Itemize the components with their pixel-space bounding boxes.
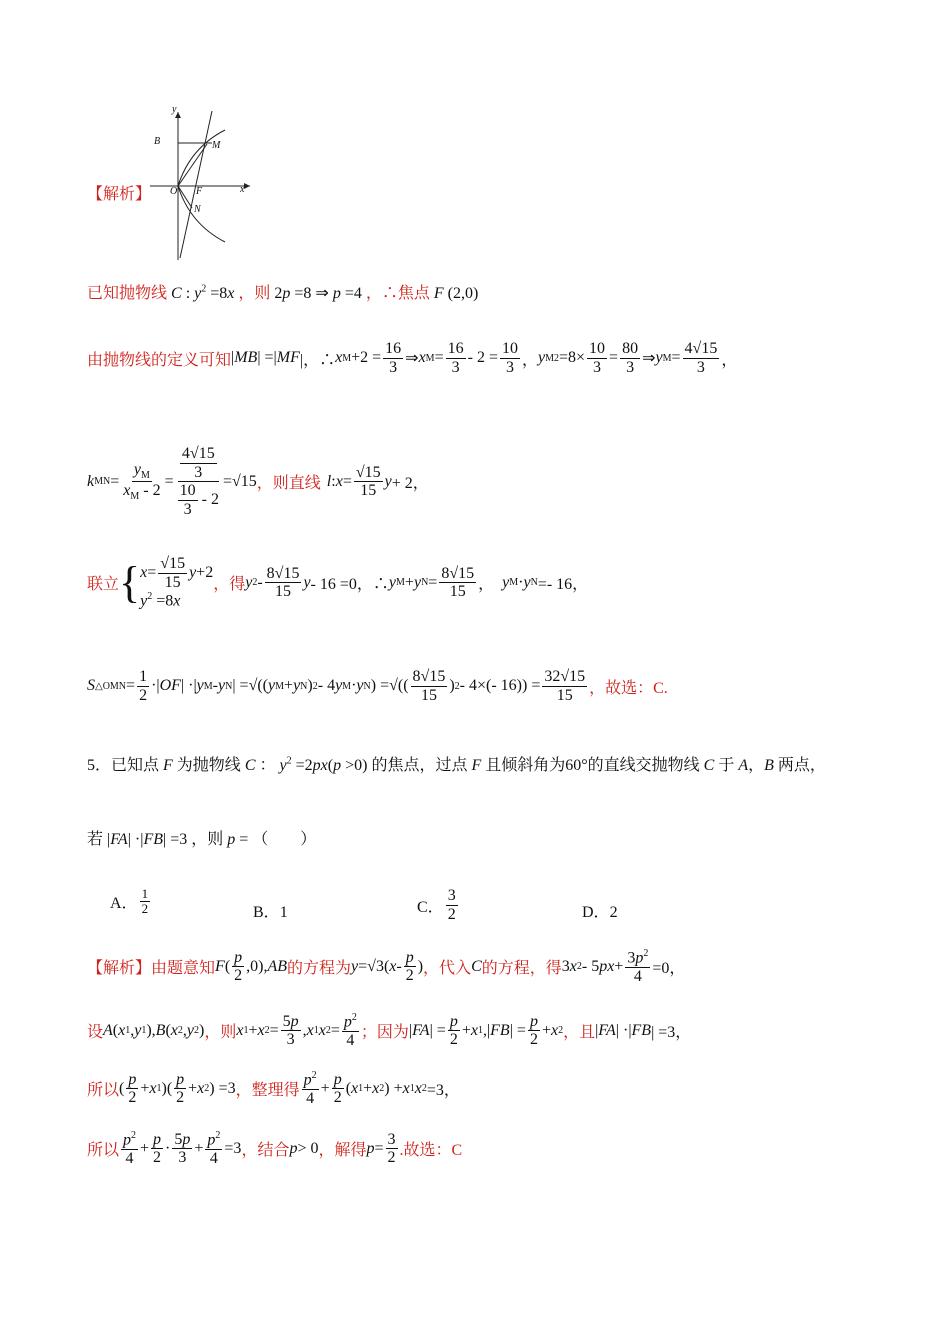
solution-tag: 【解析】 (87, 960, 152, 978)
text: 的方程为 (287, 960, 352, 978)
text: ，∴焦点 (365, 285, 430, 302)
text: 联立 (87, 576, 120, 594)
text: ，且 (563, 1024, 596, 1042)
text: ；因为 (360, 1024, 409, 1042)
point-m-label: M (212, 140, 221, 151)
text: 设 (87, 1024, 104, 1042)
text: ，得 (213, 576, 246, 594)
option-a-numerator: 1 (141, 886, 149, 901)
text: ，则 (238, 285, 271, 302)
option-d-label: D． (582, 904, 610, 921)
point-n-label: N (194, 204, 201, 215)
text: 的方程，得 (481, 960, 562, 978)
text: 已知抛物线 (87, 285, 168, 302)
sol4-line5: S △OMN = $\frac{1}{2}$ ·| OF | ·| y M - y N | =√(( y M + y N ) 2 - 4 y M · y N ) =√(( 8√15 15 ) 2 - 4×(- 16)) = $\frac{32√15}{15}$ ，故选：C. (87, 668, 668, 704)
option-b-label: B． (253, 904, 280, 921)
point-b-label: B (154, 136, 161, 147)
option-b-value: 1 (279, 904, 288, 921)
option-c-label: C． (417, 898, 444, 916)
text: （ ） (252, 831, 317, 848)
text: ： (259, 757, 276, 774)
text: 的焦点，过点 (371, 757, 468, 774)
sol4-line3: k MN = $\frac{y_M}{x_M - 2}$ = $\frac{4√15}{3}$ $\frac{10}{3}$ - 2 =√15 ，则直线 l : x = $\frac{√15}{15}$ y + 2， (87, 445, 429, 518)
sol4-line1: 已知抛物线 C : $y^2 =8x$ ，则 2p =8 ⇒ p =4 ，∴焦点 F (2,0) (87, 283, 479, 302)
text: 所以 (87, 1082, 120, 1100)
sol4-line2: 由抛物线的定义可知 | MB | =| MF |，∴ x M +2 = $\frac{16}{3}$ ⇒ x M = $\frac{16}{3}$ - 2 = $\frac{10}{3}$ ， y M 2 =8× $\frac{10}{3}$ = $\frac{80}{3}$ ⇒ y M = $\frac{4√15}{3}$ ， (87, 340, 738, 376)
option-c-numerator: 3 (447, 887, 456, 904)
text: ，整理得 (235, 1082, 300, 1100)
sol4-line4: 联立 { x = $\frac{√15}{15}$ y +2 $y^2 =8x$ ，得 y 2 - 8√15 15 y - 16 =0，∴ y M + y N = $\frac{8√15}{15}$ ， y M · y N =- 16， (87, 555, 589, 610)
text: 若 (87, 831, 104, 848)
sol5-line4: 所以 $p^2$ 4 + $\frac{p}{2}$ · 5p 3 + $\frac{p^2}{4}$ =3 ，结合 p > 0 ，解得 p = $\frac{3}{2}$ .故选：C (87, 1130, 463, 1167)
option-a-label: A． (110, 895, 138, 913)
text: ，故选：C. (589, 679, 668, 697)
sol5-line3: 所以 ( p 2 + x 1 )( p 2 + x 2 ) =3 ，整理得 $p^2$ 4 + $\frac{p}{2}$ ( x 1 + x 2 ) + x 1 x 2 =3， (87, 1070, 460, 1107)
option-d-value: 2 (609, 904, 618, 921)
option-a-denominator: 2 (141, 901, 149, 917)
text: 于 (718, 757, 735, 774)
text: ，则 (191, 831, 224, 848)
question-5-line2: 若 |FA| ·|FB| =3 ，则 p = （ ） (87, 831, 317, 848)
y-axis-label: y (172, 104, 177, 115)
text: 由题意知 (151, 960, 216, 978)
text: .故选：C (399, 1142, 463, 1160)
option-d[interactable] (582, 899, 618, 922)
option-b[interactable] (253, 899, 288, 922)
sol5-line1: 【解析】 由题意知 F ( p 2 ,0), AB 的方程为 y =√3( x - p 2 ) ，代入 C 的方程，得 3 x 2 - 5 px + $\frac{3p^2}{4}$ =0， (87, 948, 686, 985)
option-c-denominator: 2 (447, 905, 456, 923)
option-c[interactable] (417, 887, 460, 923)
x-axis-label: x (240, 184, 245, 195)
text: ，代入 (423, 960, 472, 978)
sol5-line2: 设 A ( x 1 , y 1 ), B ( x 2 , y 2 ) ，则 x 1 + x 2 = $\frac{5p}{3}$ , x 1 x 2 = $\frac{p^2}{4}$ ；因为 | FA | = $\frac{p}{2}$ + x 1 ,| FB | = $\frac{p}{2}$ + x 2 ，且 | FA | ·| FB | =3， (87, 1012, 692, 1049)
text: 所以 (87, 1142, 120, 1160)
text: ，结合 (241, 1142, 290, 1160)
parabola-figure (150, 104, 260, 263)
option-a[interactable] (110, 887, 152, 917)
text: ，则直线 (256, 475, 321, 493)
point-o-label: O (170, 186, 178, 197)
question-5-line1: 5．已知点 F 为抛物线 C ： $y^2 =2px(p >0)$ 的焦点，过点 F 且倾斜角为60°的直线交抛物线 C 于 A，B 两点， (87, 755, 826, 774)
text: 两点， (777, 757, 826, 774)
text: 5．已知点 (87, 757, 160, 774)
solution-tag: 【解析】 (87, 186, 152, 203)
point-f-label: F (196, 186, 203, 197)
text: ，则 (204, 1024, 237, 1042)
text: 且倾斜角为60°的直线交抛物线 (485, 757, 700, 774)
text: ，解得 (318, 1142, 367, 1160)
text: 由抛物线的定义可知 (87, 351, 232, 369)
text: 为抛物线 (176, 757, 241, 774)
